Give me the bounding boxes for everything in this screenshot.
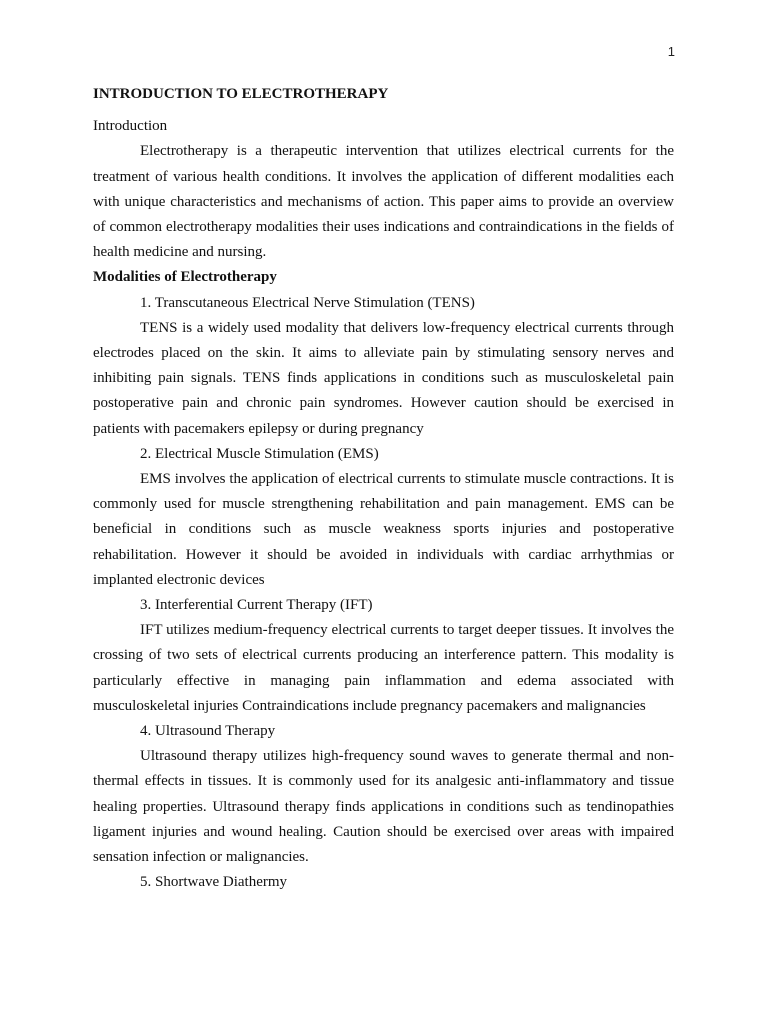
- section-heading-shortwave: 5. Shortwave Diathermy: [140, 874, 288, 891]
- section-heading-tens: 1. Transcutaneous Electrical Nerve Stimulation (TENS): [140, 294, 475, 311]
- section-paragraph-ultrasound: Ultrasound therapy utilizes high-frequency sound waves to generate thermal and non-thermal effects in tissues. It is commonly used for its analgesic anti-inflammatory and tissue healing properties. Ultrasound therapy finds applications in conditions such as tendinopathies ligament injuries and wound healing. Caution should be exercised over areas with impaired sensation infection or malignancies.: [93, 748, 674, 866]
- section-heading-ems: 2. Electrical Muscle Stimulation (EMS): [140, 445, 379, 462]
- section-paragraph-ift: IFT utilizes medium-frequency electrical currents to target deeper tissues. It involves the crossing of two sets of electrical currents producing an interference pattern. This modality is particularly effective in managing pain inflammation and edema associated with musculoskeletal injuries Contraindications include pregnancy pacemakers and malignancies: [93, 622, 674, 714]
- document-title: INTRODUCTION TO ELECTROTHERAPY: [93, 86, 389, 102]
- document-body: [93, 82, 674, 896]
- section-heading-ift: 3. Interferential Current Therapy (IFT): [140, 597, 373, 614]
- intro-paragraph: Electrotherapy is a therapeutic intervention that utilizes electrical currents for the treatment of various health conditions. It involves the application of different modalities each with unique characteristics and mechanisms of action. This paper aims to provide an overview of common electrotherapy modalities their uses indications and contraindications in the fields of health medicine and nursing.: [93, 143, 674, 261]
- page-number: 1: [667, 44, 675, 59]
- section-heading-ultrasound: 4. Ultrasound Therapy: [140, 723, 276, 740]
- section-paragraph-ems: EMS involves the application of electrical currents to stimulate muscle contractions. It is commonly used for muscle strengthening rehabilitation and pain management. EMS can be beneficial in conditions such as muscle weakness sports injuries and postoperative rehabilitation. However it should be avoided in individuals with cardiac arrhythmias or implanted electronic devices: [93, 471, 674, 588]
- section-paragraph-tens: TENS is a widely used modality that delivers low-frequency electrical currents through electrodes placed on the skin. It aims to alleviate pain by stimulating sensory nerves and inhibiting pain signals. TENS finds applications in conditions such as musculoskeletal pain postoperative pain and chronic pain syndromes. However caution should be exercised in patients with pacemakers epilepsy or during pregnancy: [93, 319, 674, 437]
- modalities-heading: Modalities of Electrotherapy: [93, 269, 277, 286]
- intro-heading: Introduction: [93, 118, 168, 135]
